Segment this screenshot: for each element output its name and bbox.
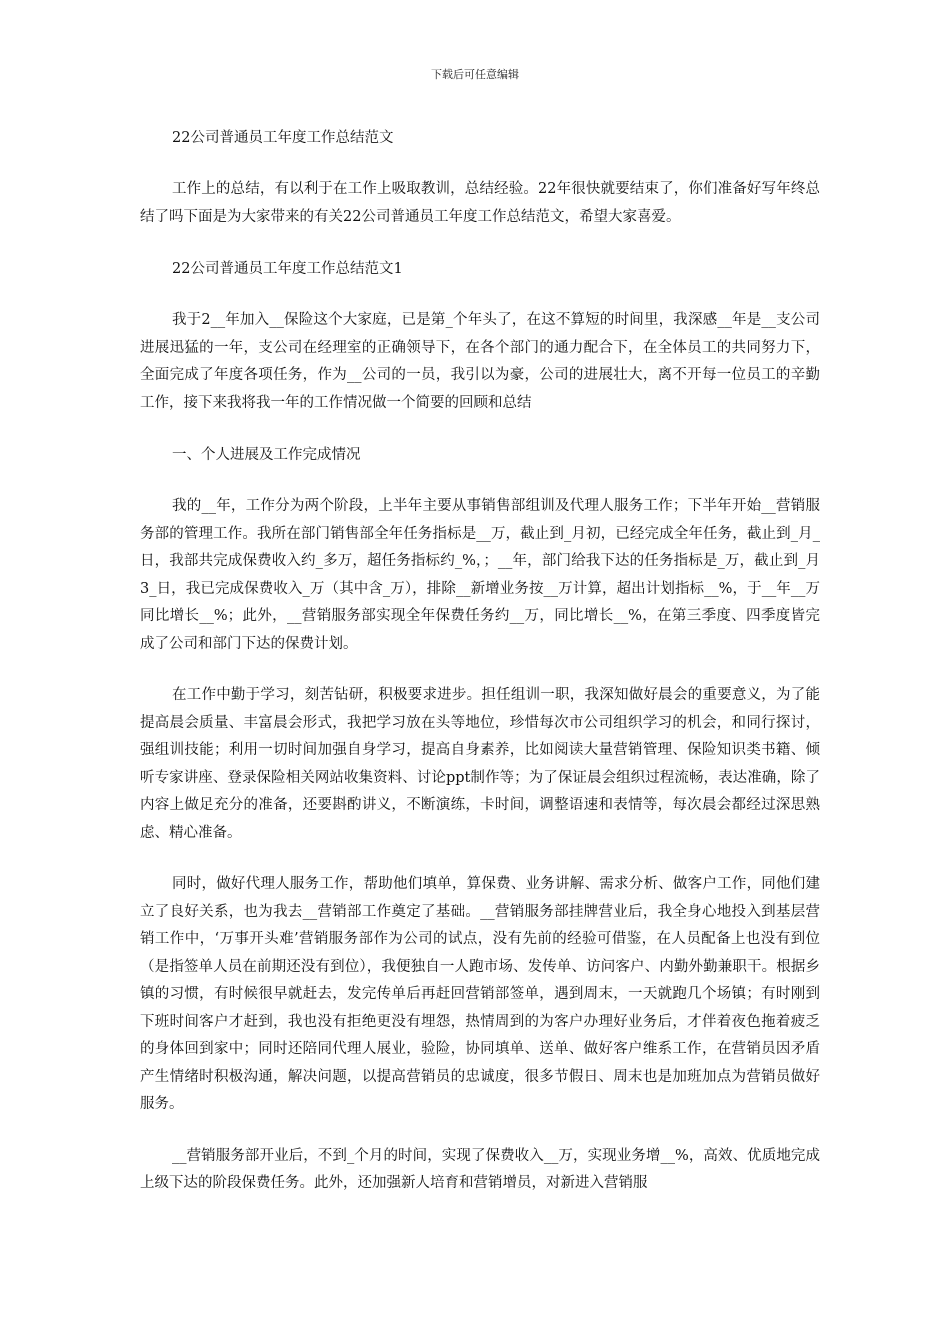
page-header: 下载后可任意编辑	[431, 68, 519, 81]
subheading-1: 一、个人进展及工作完成情况	[172, 447, 361, 463]
paragraph-1: 我于2__年加入__保险这个大家庭，已是第_个年头了，在这不算短的时间里，我深感__年是__支公司进展迅猛的一年，支公司在经理室的正确领导下，在各个部门的通力配合下，在全体员工的共同努力下，全面完成了年度各项任务，作为__公司的一员，我引以为豪，公司的进展壮大，离不开每一位员工的辛勤工作，接下来我将我一年的工作情况做一个简要的回顾和总结	[140, 312, 820, 411]
section-title: 22公司普通员工年度工作总结范文1	[172, 261, 403, 277]
paragraph-5: __营销服务部开业后，不到_个月的时间，实现了保费收入__万，实现业务增__%，高效、优质地完成上级下达的阶段保费任务。此外，还加强新人培育和营销增员，对新进入营销服	[140, 1147, 820, 1191]
document-title: 22公司普通员工年度工作总结范文	[172, 130, 394, 146]
document-body	[140, 124, 820, 1222]
paragraph-3: 在工作中勤于学习，刻苦钻研，积极要求进步。担任组训一职，我深知做好晨会的重要意义，为了能提高晨会质量、丰富晨会形式，我把学习放在头等地位，珍惜每次市公司组织学习的机会，和同行探讨，强组训技能；利用一切时间加强自身学习，提高自身素养，比如阅读大量营销管理、保险知识类书籍、倾听专家讲座、登录保险相关网站收集资料、讨论ppt制作等；为了保证晨会组织过程流畅，表达准确，除了内容上做足充分的准备，还要斟酌讲义，不断演练，卡时间，调整语速和表情等，每次晨会都经过深思熟虑、精心准备。	[140, 687, 820, 841]
paragraph-2: 我的__年，工作分为两个阶段，上半年主要从事销售部组训及代理人服务工作；下半年开始__营销服务部的管理工作。我所在部门销售部全年任务指标是__万，截止到_月初，已经完成全年任务，截止到_月_日，我部共完成保费收入约_多万，超任务指标约_%，；__年，部门给我下达的任务指标是_万，截止到_月3_日，我已完成保费收入_万（其中含_万），排除__新增业务按__万计算，超出计划指标__%，于__年__万同比增长__%；此外，__营销服务部实现全年保费任务约__万，同比增长__%，在第三季度、四季度皆完成了公司和部门下达的保费计划。	[140, 498, 820, 652]
paragraph-4: 同时，做好代理人服务工作，帮助他们填单，算保费、业务讲解、需求分析、做客户工作，同他们建立了良好关系，也为我去__营销部工作奠定了基础。__营销服务部挂牌营业后，我全身心地投入到基层营销工作中，‘万事开头难’营销服务部作为公司的试点，没有先前的经验可借鉴，在人员配备上也没有到位（是指签单人员在前期还没有到位），我便独自一人跑市场、发传单、访问客户、内勤外勤兼职干。根据乡镇的习惯，有时候很早就赶去，发完传单后再赶回营销部签单，遇到周末，一天就跑几个场镇；有时刚到下班时间客户才赶到，我也没有拒绝更没有埋怨，热情周到的为客户办理好业务后，才伴着夜色拖着疲乏的身体回到家中；同时还陪同代理人展业，验险，协同填单、送单、做好客户维系工作，在营销员因矛盾产生情绪时积极沟通，解决问题，以提高营销员的忠诚度，很多节假日、周末也是加班加点为营销员做好服务。	[140, 876, 820, 1112]
intro-paragraph: 工作上的总结，有以利于在工作上吸取教训，总结经验。22年很快就要结束了，你们准备好写年终总结了吗下面是为大家带来的有关22公司普通员工年度工作总结范文，希望大家喜爱。	[140, 181, 820, 225]
